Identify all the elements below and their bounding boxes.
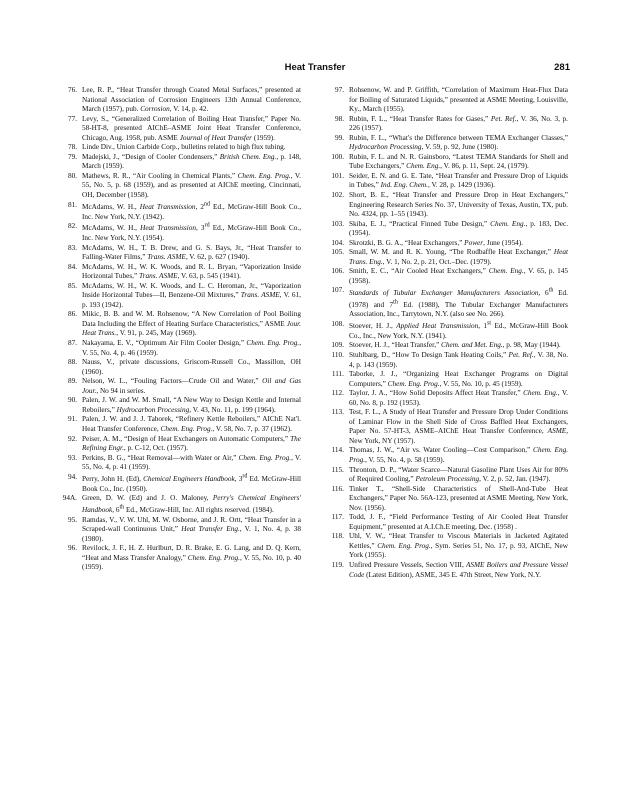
reference-number: 94. [67, 472, 77, 481]
reference-text: Short, B. E., “Heat Transfer and Pressure Drop in Heat Exchangers,” Engineering Research Series No. 37, University of Texas, Austin, TX, pub. No. 4324, pp. 1–55 (1943). [349, 191, 568, 219]
reference-entry [60, 263, 301, 282]
reference-entry [327, 370, 568, 389]
reference-entry [60, 86, 301, 115]
reference-entry [60, 415, 301, 434]
reference-text: Madejski, J., “Design of Cooler Condensers,” British Chem. Eng., p. 148, March (1959). [82, 152, 301, 171]
reference-number: 118. [331, 532, 344, 541]
reference-number: 108. [331, 319, 344, 328]
reference-text: McAdams, W. H., Heat Transmission, 3rd Ed., McGraw-Hill Book Co., Inc. New York, N.Y. (1954). [82, 223, 302, 243]
reference-text: Skiba, E. J., “Practical Finned Tube Design,” Chem. Eng., p. 183, Dec. (1954). [349, 219, 569, 238]
reference-entry [60, 377, 301, 396]
reference-number: 80. [67, 171, 77, 180]
reference-entry [60, 282, 301, 311]
reference-number: 79. [67, 152, 77, 161]
reference-entry [60, 473, 301, 495]
reference-entry [60, 494, 301, 516]
reference-text: Stoever, H. J., Applied Heat Transmission, 1st Ed., McGraw-Hill Book Co., Inc., New York, N.Y. (1941). [349, 320, 569, 340]
reference-number: 89. [67, 377, 77, 386]
reference-number: 115. [331, 465, 344, 474]
reference-text: Thomas, J. W., “Air vs. Water Cooling—Cost Comparison,” Chem. Eng. Prog., V. 55, No. 4, p. 58 (1959). [349, 446, 569, 464]
reference-entry [327, 286, 568, 319]
reference-number: 96. [67, 544, 77, 553]
reference-text: McAdams, W. H., W. K. Woods, and L. C. Heroman, Jr., “Vaporization Inside Horizontal Tubes—II, Benzene-Oil Mixtures,” Trans. ASME, V. 61, p. 193 (1942). [82, 281, 301, 309]
reference-entry [327, 239, 568, 249]
reference-number: 103. [331, 219, 344, 228]
reference-number: 119. [331, 561, 344, 570]
reference-number: 110. [331, 350, 344, 359]
reference-number: 106. [331, 267, 344, 276]
reference-number: 99. [334, 133, 344, 142]
reference-entry [60, 153, 301, 172]
reference-text: McAdams, W. H., Heat Transmission, 2nd Ed., McGraw-Hill Book Co., Inc. New York, N.Y. (1942). [82, 201, 302, 221]
reference-entry [60, 172, 301, 201]
reference-entry [60, 115, 301, 144]
reference-text: Palen, J. W. and W. M. Small, “A New Way to Design Kettle and Internal Reboilers,” Hydrocarbon Processing, V. 43, No. 11, p. 199 (1964). [82, 396, 301, 414]
reference-text: Nauss, V., private discussions, Griscom-Russell Co., Massillon, OH (1960). [82, 358, 301, 376]
reference-text: Perry, John H. (Ed), Chemical Engineers Handbook, 3rd Ed. McGraw-Hill Book Co., Inc. (1950). [82, 473, 302, 493]
reference-text: Stuhlbarg, D., “How To Design Tank Heating Coils,” Pet. Ref., V. 38, No. 4, p. 143 (1959). [349, 350, 569, 369]
reference-entry [327, 532, 568, 561]
reference-entry [327, 153, 568, 172]
reference-text: Rubin, F. L., “What's the Difference between TEMA Exchanger Classes,” Hydrocarbon Processing, V. 59, p. 92, June (1980). [349, 133, 568, 152]
reference-column-left [60, 86, 301, 573]
reference-text: Taylor, J. A., “How Solid Deposits Affect Heat Transfer,” Chem. Eng., V. 60, No. 8, p. 192 (1953). [349, 389, 568, 407]
reference-entry [327, 466, 568, 485]
reference-entry [327, 191, 568, 220]
page-number: 281 [554, 62, 570, 73]
reference-entry [60, 435, 301, 454]
reference-text: Seider, E. N. and G. E. Tate, “Heat Transfer and Pressure Drop of Liquids in Tubes,” Ind. Eng. Chem., V. 28, p. 1429 (1936). [349, 171, 568, 190]
reference-number: 98. [334, 114, 344, 123]
reference-number: 100. [331, 152, 344, 161]
reference-text: Nakayama, E. V., “Optimum Air Film Cooler Design,” Chem. Eng. Prog., V. 55, No. 4, p. 46 (1959). [82, 339, 302, 357]
reference-entry [60, 222, 301, 244]
reference-text: Smith, E. C., “Air Cooled Heat Exchangers,” Chem. Eng., V. 65, p. 145 (1958). [349, 267, 569, 285]
reference-text: Thronton, D. P., “Water Scarce—Natural Gasoline Plant Uses Air for 80% of Required Cooling,” Petroleum Processing, V. 2, p. 52, Jan. (1947). [349, 465, 568, 484]
reference-number: 112. [331, 389, 344, 398]
reference-entry [60, 310, 301, 339]
reference-number: 113. [331, 408, 344, 417]
reference-entry [327, 172, 568, 191]
reference-entry [60, 143, 301, 153]
reference-number: 97. [334, 86, 344, 94]
reference-number: 102. [331, 191, 344, 200]
reference-number: 92. [67, 434, 77, 443]
reference-number: 81. [67, 200, 77, 209]
reference-entry [327, 408, 568, 446]
reference-text: Perkins, B. G., “Heat Removal—with Water or Air,” Chem. Eng. Prog., V. 55, No. 4, p. 41 (1959). [82, 453, 302, 472]
reference-text: Uhl, V. W., “Heat Transfer to Viscous Materials in Jacketed Agitated Kettles,” Chem. Eng. Prog., Sym. Series 51, No. 17, p. 93, AIChE, New York (1955). [349, 532, 568, 560]
reference-number: 117. [331, 513, 344, 522]
reference-text: Rubin, F. L. and N. R. Gainsboro, “Latest TEMA Standards for Shell and Tube Exchangers,” Chem. Eng., V. 86, p. 11, Sept. 24, (1979). [349, 152, 568, 171]
reference-number: 95. [67, 515, 77, 524]
reference-number: 91. [67, 415, 77, 424]
reference-number: 83. [67, 243, 77, 252]
running-header [60, 62, 570, 78]
reference-text: Linde Div., Union Carbide Corp., bulletins related to high flux tubing. [82, 143, 286, 152]
reference-entry [60, 454, 301, 473]
reference-entry [327, 485, 568, 514]
reference-entry [327, 341, 568, 351]
reference-entry [327, 267, 568, 286]
reference-number: 76. [67, 86, 77, 94]
reference-entry [327, 134, 568, 153]
reference-text: Green, D. W. (Ed) and J. O. Maloney, Perry's Chemical Engineers' Handbook, 6th Ed., McGraw-Hill, Inc. All rights reserved. (1984). [82, 494, 301, 515]
reference-number: 114. [331, 446, 344, 455]
reference-entry [327, 320, 568, 342]
reference-entry [327, 389, 568, 408]
running-title: Heat Transfer [284, 62, 346, 73]
reference-text: Rubin, F. L., “Heat Transfer Rates for Gases,” Pet. Ref., V. 36, No. 3, p. 226 (1957). [349, 114, 568, 133]
reference-number: 94A. [62, 494, 77, 503]
reference-entry [60, 244, 301, 263]
reference-text: Palen, J. W. and J. J. Taborek, “Refinery Kettle Reboilers,” AIChE Nat'l. Heat Transfer Conference, Chem. Eng. Prog., V. 58, No. 7, p. 37 (1962). [82, 415, 301, 433]
reference-entry [327, 220, 568, 239]
reference-number: 105. [331, 248, 344, 257]
reference-number: 87. [67, 339, 77, 348]
reference-text: Stoever, H. J., “Heat Transfer,” Chem. and Met. Eng., p. 98, May (1944). [349, 341, 561, 350]
reference-text: Rohsenow, W. and P. Griffith, “Correlation of Maximum Heat-Flux Data for Boiling of Saturated Liquids,” presented at ASME Meeting, Louisville, Ky., March (1955). [349, 86, 568, 114]
reference-text: Peiser, A. M., “Design of Heat Exchangers on Automatic Computers,” The Refining Engr., p. C-12, Oct. (1957). [82, 434, 301, 453]
reference-entry [327, 351, 568, 370]
reference-text: Standards of Tubular Exchanger Manufacturers Association, 6th Ed. (1978) and 7th Ed. (1988), The Tubular Exchanger Manufacturers Association, Inc., Tarrytown, N.Y. (also see No. 266). [349, 287, 569, 319]
reference-entry [327, 513, 568, 532]
reference-entry [327, 561, 568, 580]
reference-text: Skrotzki, B. G. A., “Heat Exchangers,” Power, June (1954). [349, 238, 523, 247]
reference-entry [327, 115, 568, 134]
reference-text: Todd, J. F., “Field Performance Testing of Air Cooled Heat Transfer Equipment,” presented at A.I.Ch.E meeting, Dec. (1958) . [349, 513, 568, 531]
reference-number: 111. [331, 370, 344, 379]
reference-entry [60, 396, 301, 415]
reference-text: McAdams, W. H., T. B. Drew, and G. S. Bays, Jr., “Heat Transfer to Falling-Water Films,” Trans. ASME, V. 62, p. 627 (1940). [82, 243, 301, 262]
reference-number: 107. [331, 286, 344, 295]
reference-entry [327, 86, 568, 115]
reference-text: Test, F. L., A Study of Heat Transfer and Pressure Drop Under Conditions of Laminar Flow in the Shell Side of Cross Baffled Heat Exchangers, Paper No. 57-HT-3, ASME–AIChE Heat Transfer Conference, ASME, New York, NY (1957). [349, 408, 568, 445]
reference-text: Nelson, W. L., “Fouling Factors—Crude Oil and Water,” Oil and Gas Jour., No 94 in series. [82, 377, 301, 395]
reference-number: 88. [67, 358, 77, 367]
reference-number: 116. [331, 484, 344, 493]
reference-number: 93. [67, 453, 77, 462]
reference-text: Revilock, J. F., H. Z. Hurlburt, D. R. Brake, E. G. Lang, and D. Q. Kern, “Heat and Mass Transfer Analogy,” Chem. Eng. Prog., V. 55, No. 10, p. 40 (1959). [82, 544, 302, 572]
reference-text: Lee, R. P., “Heat Transfer through Coated Metal Surfaces,” presented at National Association of Corrosion Engineers 13th Annual Conference, March (1957), pub. Corrosion, V. 14, p. 42. [82, 86, 301, 114]
reference-entry [60, 358, 301, 377]
reference-text: Mikic, B. B. and W. M. Rohsenow, “A New Correlation of Pool Boiling Data Including the Effect of Heating Surface Characteristics,” ASME Jour. Heat Trans., V. 91, p. 245, May (1969). [82, 310, 301, 338]
reference-entry [327, 446, 568, 465]
reference-number: 85. [67, 281, 77, 290]
reference-number: 109. [331, 341, 344, 350]
reference-number: 82. [67, 222, 77, 231]
reference-number: 90. [67, 396, 77, 405]
reference-text: Taborke, J. J., “Organizing Heat Exchanger Programs on Digital Computers,” Chem. Eng. Prog., V. 55, No. 10, p. 45 (1959). [349, 370, 568, 388]
reference-number: 84. [67, 262, 77, 271]
reference-number: 86. [67, 310, 77, 319]
reference-entry [60, 544, 301, 573]
reference-text: Small, W. M. and R. K. Young, “The Rodbaffle Heat Exchanger,” Heat Trans. Eng., V. 1, No. 2, p. 21, Oct.–Dec. (1979). [349, 248, 568, 266]
reference-number: 104. [331, 238, 344, 247]
reference-column-right [327, 86, 568, 580]
reference-text: Unfired Pressure Vessels, Section VIII, ASME Boilers and Pressure Vessel Code (Latest Edition), ASME, 345 E. 47th Street, New York, N.Y. [349, 561, 568, 579]
reference-entry [60, 201, 301, 223]
reference-entry [60, 516, 301, 545]
reference-text: Tinker T., “Shell-Side Characteristics of Shell-And-Tube Heat Exchangers,” Paper No. 56A-123, presented at ASME Meeting, New York, Nov. (1956). [349, 484, 568, 512]
reference-number: 78. [67, 143, 77, 152]
reference-number: 101. [331, 171, 344, 180]
reference-entry [327, 248, 568, 267]
reference-text: Levy, S., “Generalized Correlation of Boiling Heat Transfer,” Paper No. 58-HT-8, presented AIChE–ASME Joint Heat Transfer Conference, Chicago, Aug. 1958, pub. ASME Journal of Heat Transfer (1959). [82, 114, 301, 142]
reference-text: Mathews, R. R., “Air Cooling in Chemical Plants,” Chem. Eng. Prog., V. 55, No. 5, p. 68 (1959), and as presented at AIChE meeting, Cincinnati, OH, December (1958). [82, 171, 301, 200]
reference-text: Ramdas, V., V. W. Uhl, M. W. Osborne, and J. R. Ortt, “Heat Transfer in a Scraped-wall Continuous Unit,” Heat Transfer Eng., V. 1, No. 4, p. 38 (1980). [82, 515, 301, 543]
reference-number: 77. [67, 114, 77, 123]
reference-entry [60, 339, 301, 358]
reference-text: McAdams, W. H., W. K. Woods, and R. L. Bryan, “Vaporization Inside Horizontal Tubes,” Trans. ASME, V. 63, p. 545 (1941). [82, 262, 301, 281]
